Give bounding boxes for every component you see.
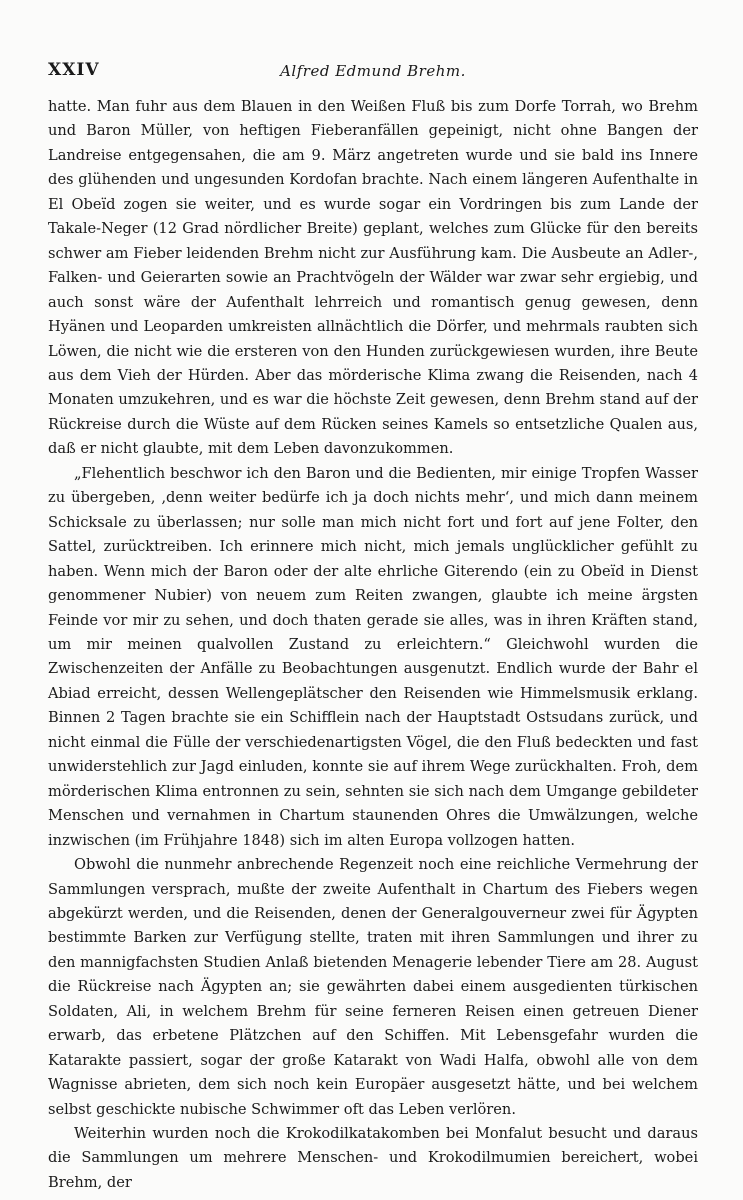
paragraph-1: hatte. Man fuhr aus dem Blauen in den Weißen Fluß bis zum Dorfe Torrah, wo Brehm und Baron Müller, von heftigen Fieberanfällen gepeinigt, nicht ohne Bangen der Landreise entgegensahen, die am 9. März angetreten wurde und sie bald ins Innere des glühenden und ungesunden Kordofan brachte. Nach einem längeren Aufenthalte in El Obeïd zogen sie weiter, und es wurde sogar ein Vordringen bis zum Lande der Takale-Neger (12 Grad nördlicher Breite) geplant, welches zum Glücke für den bereits schwer am Fieber leidenden Brehm nicht zur Ausführung kam. Die Ausbeute an Adler-, Falken- und Geierarten sowie an Prachtvögeln der Wälder war zwar sehr ergiebig, und auch sonst wäre der Aufenthalt lehrreich und romantisch genug gewesen, denn Hyänen und Leoparden umkreisten allnächtlich die Dörfer, und mehrmals raubten sich Löwen, die nicht wie die ersteren von den Hunden zurückgewiesen wurden, ihre Beute aus dem Vieh der Hürden. Aber das mörderische Klima zwang die Reisenden, nach 4 Monaten umzukehren, und es war die höchste Zeit gewesen, denn Brehm stand auf der Rückreise durch die Wüste auf dem Rücken seines Kamels so entsetzliche Qualen aus, daß er nicht glaubte, mit dem Leben davonzukommen. — [48, 98, 698, 458]
page-number: XXIV — [48, 60, 100, 80]
running-title: Alfred Edmund Brehm. — [280, 62, 466, 80]
paragraph-3: Obwohl die nunmehr anbrechende Regenzeit noch eine reichliche Vermehrung der Sammlungen versprach, mußte der zweite Aufenthalt in Chartum des Fiebers wegen abgekürzt werden, und die Reisenden, denen der Generalgouverneur zwei für Ägypten bestimmte Barken zur Verfügung stellte, traten mit ihren Sammlungen und ihrer zu den mannigfachsten Studien Anlaß bietenden Menagerie lebender Tiere am 28. August die Rückreise nach Ägypten an; sie gewährten dabei einem ausgedienten türkischen Soldaten, Ali, in welchem Brehm für seine ferneren Reisen einen getreuen Diener erwarb, das erbetene Plätzchen auf den Schiffen. Mit Lebensgefahr wurden die Katarakte passiert, sogar der große Katarakt von Wadi Halfa, obwohl alle von dem Wagnisse abrieten, dem sich noch kein Europäer ausgesetzt hätte, und bei welchem selbst geschickte nubische Schwimmer oft das Leben verlören. — [48, 856, 698, 1118]
paragraph-2: „Flehentlich beschwor ich den Baron und die Bedienten, mir einige Tropfen Wasser zu übergeben, ‚denn weiter bedürfe ich ja doch nichts mehr‘, und mich dann meinem Schicksale zu überlassen; nur solle man mich nicht fort und fort auf jene Folter, den Sattel, zurücktreiben. Ich erinnere mich nicht, mich jemals unglücklicher gefühlt zu haben. Wenn mich der Baron oder der alte ehrliche Giterendo (ein zu Obeïd in Dienst genommener Nubier) von neuem zum Reiten zwangen, glaubte ich meine ärgsten Feinde vor mir zu sehen, und doch thaten gerade sie alles, was in ihren Kräften stand, um mir meinen qualvollen Zustand zu erleichtern.“ Gleichwohl wurden die Zwischenzeiten der Anfälle zu Beobachtungen ausgenutzt. Endlich wurde der Bahr el Abiad erreicht, dessen Wellengeplätscher den Reisenden wie Himmelsmusik erklang. Binnen 2 Tagen brachte sie ein Schifflein nach der Hauptstadt Ostsudans zurück, und nicht einmal die Fülle der verschiedenartigsten Vögel, die den Fluß bedeckten und fast unwiderstehlich zur Jagd einluden, konnte sie auf ihrem Wege zurückhalten. Froh, dem mörderischen Klima entronnen zu sein, sehnten sie sich nach dem Umgange gebildeter Menschen und vernahmen in Chartum staunenden Ohres die Umwälzungen, welche inzwischen (im Frühjahre 1848) sich im alten Europa vollzogen hatten. — [48, 464, 698, 849]
paragraph-4: Weiterhin wurden noch die Krokodilkatakomben bei Monfalut besucht und daraus die Sammlungen um mehrere Menschen- und Krokodilmumien bereichert, wobei Brehm, der — [48, 1125, 698, 1191]
text-body — [48, 95, 698, 1195]
running-head — [48, 60, 698, 86]
